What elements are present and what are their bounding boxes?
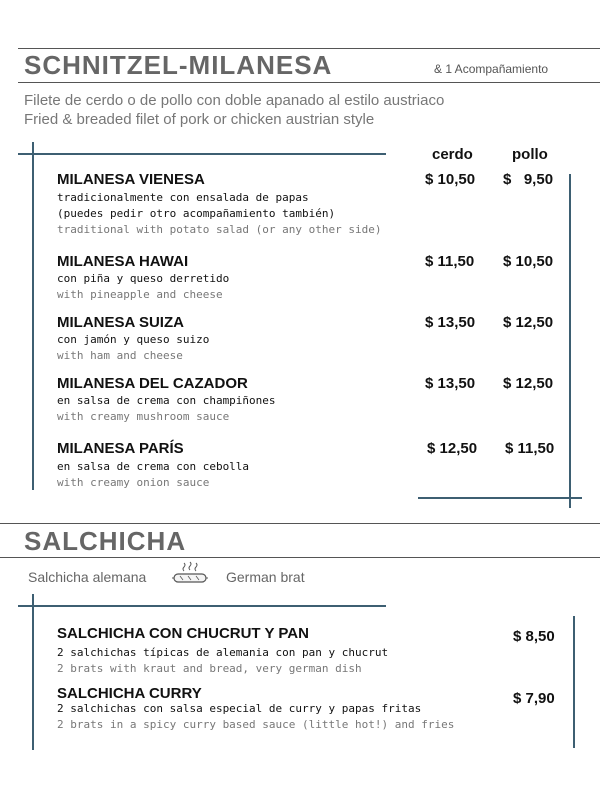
- menu-item-name: MILANESA VIENESA: [57, 171, 205, 188]
- menu-item-desc-spanish: en salsa de crema con champiñones: [57, 394, 276, 407]
- menu-item-desc-english: with creamy mushroom sauce: [57, 410, 230, 423]
- frame-line-left: [32, 142, 34, 490]
- menu-item-desc-spanish-2: (puedes pedir otro acompañamiento también): [57, 207, 336, 220]
- menu-item-desc-english: with pineapple and cheese: [57, 288, 223, 301]
- menu-item-desc-spanish: 2 salchichas típicas de alemania con pan y chucrut: [57, 646, 389, 659]
- price-pollo: $ 10,50: [503, 253, 554, 270]
- intro-spanish: Filete de cerdo o de pollo con doble apanado al estilo austriaco: [24, 92, 445, 109]
- price-cerdo: $ 12,50: [427, 440, 478, 457]
- menu-item-name: MILANESA SUIZA: [57, 314, 184, 331]
- price-cerdo: $ 10,50: [425, 171, 476, 188]
- label-english: German brat: [226, 569, 305, 585]
- price-cerdo: $ 13,50: [425, 314, 476, 331]
- menu-item-name: MILANESA DEL CAZADOR: [57, 375, 248, 392]
- menu-item-desc-spanish: con piña y queso derretido: [57, 272, 230, 285]
- label-spanish: Salchicha alemana: [28, 569, 147, 585]
- frame-line-right: [569, 174, 571, 508]
- section-title-schnitzel: SCHNITZEL-MILANESA: [24, 50, 333, 80]
- price-cerdo: $ 13,50: [425, 375, 476, 392]
- menu-item-name: MILANESA HAWAI: [57, 253, 189, 270]
- frame-line-left: [32, 594, 34, 750]
- menu-item-name: SALCHICHA CON CHUCRUT Y PAN: [57, 625, 309, 642]
- menu-item-name: SALCHICHA CURRY: [57, 685, 202, 702]
- price-pollo: $ 9,50: [503, 171, 554, 188]
- frame-line-top: [18, 605, 386, 607]
- price-pollo: $ 12,50: [503, 314, 554, 331]
- price: $ 8,50: [513, 628, 555, 645]
- menu-item-desc-english: 2 brats in a spicy curry based sauce (little hot!) and fries: [57, 718, 455, 731]
- top-divider: [18, 48, 600, 49]
- column-header-cerdo: cerdo: [432, 146, 473, 163]
- section-title-salchicha: SALCHICHA: [24, 526, 187, 556]
- menu-item-desc-english: with creamy onion sauce: [57, 476, 210, 489]
- price-pollo: $ 11,50: [505, 440, 555, 457]
- frame-line-right: [573, 616, 575, 748]
- salchicha-title-divider: [0, 557, 600, 558]
- menu-item-desc-spanish: en salsa de crema con cebolla: [57, 460, 250, 473]
- menu-item-desc-english: traditional with potato salad (or any other side): [57, 223, 382, 236]
- intro-english: Fried & breaded filet of pork or chicken austrian style: [24, 111, 375, 128]
- price-pollo: $ 12,50: [503, 375, 554, 392]
- frame-line-bottom: [418, 497, 582, 499]
- menu-item-name: MILANESA PARÍS: [57, 440, 184, 457]
- menu-item-desc-english: with ham and cheese: [57, 349, 183, 362]
- frame-line-top: [18, 153, 386, 155]
- column-header-pollo: pollo: [512, 146, 548, 163]
- title-divider: [18, 82, 600, 83]
- menu-item-desc-spanish: con jamón y queso suizo: [57, 333, 210, 346]
- side-note: & 1 Acompañamiento: [434, 62, 549, 76]
- salchicha-top-divider: [0, 523, 600, 524]
- price: $ 7,90: [513, 690, 555, 707]
- price-cerdo: $ 11,50: [425, 253, 475, 270]
- menu-item-desc-spanish: tradicionalmente con ensalada de papas: [57, 191, 309, 204]
- sausage-icon: [170, 560, 210, 590]
- menu-item-desc-english: 2 brats with kraut and bread, very german dish: [57, 662, 362, 675]
- menu-item-desc-spanish: 2 salchichas con salsa especial de curry y papas fritas: [57, 702, 422, 715]
